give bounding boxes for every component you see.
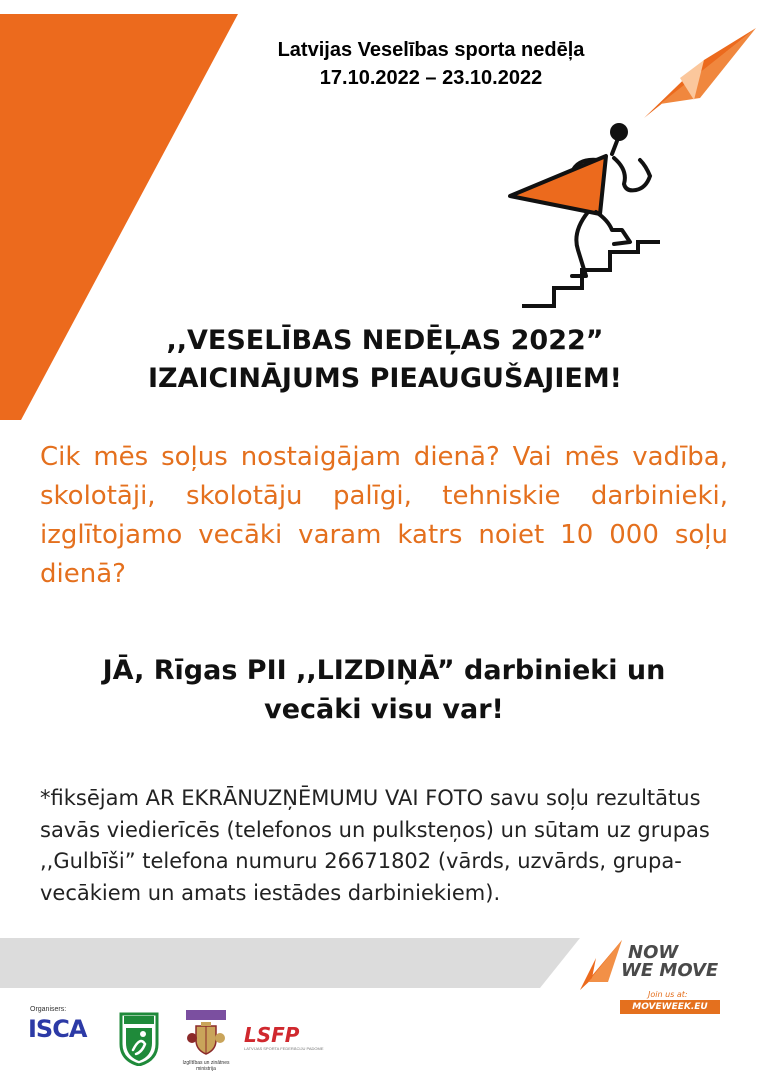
- isca-logo: [28, 1014, 110, 1044]
- moveweek-arrow-icon: [578, 938, 626, 992]
- page-title: [60, 322, 710, 398]
- moveweek-join: Join us at:: [648, 990, 688, 999]
- title-line-1: ,,VESELĪBAS NEDĒĻAS 2022”: [166, 325, 604, 356]
- lisa-shield-icon: [118, 1010, 160, 1066]
- isca-text: ISCA: [28, 1015, 87, 1043]
- moveweek-url: MOVEWEEK.EU: [620, 1000, 720, 1014]
- lsfp-text: LSFP: [244, 1023, 300, 1047]
- title-line-2: IZAICINĀJUMS PIEAUGUŠAJIEM!: [147, 363, 623, 394]
- lsfp-subtitle: LATVIJAS SPORTA FEDERĀCIJU PADOME: [244, 1046, 324, 1051]
- stair-climber-illustration: [500, 118, 670, 310]
- answer-line-2: vecāki visu var!: [264, 694, 504, 725]
- latvia-coat-of-arms-icon: [184, 1010, 228, 1058]
- challenge-question: Cik mēs soļus nostaigājam dienā? Vai mēs vadība, skolotāji, skolotāju palīgi, tehniskie darbinieki, izglītojamo vecāki varam katrs noiet 10 000 soļu dienā?: [40, 442, 728, 589]
- event-dates: 17.10.2022 – 23.10.2022: [319, 67, 543, 89]
- instructions-text: *fiksējam AR EKRĀNUZŅĒMUMU VAI FOTO savu soļu rezultātus savās viedierīcēs (telefonos un pulksteņos) un sūtam uz grupas ,,Gulbīši” telefona numuru 26671802 (vārds, uzvārds, grupa-vecākiem un amats iestādes darbiniekiem).: [40, 786, 710, 905]
- answer-line-1: JĀ, Rīgas PII ,,LIZDIŅĀ” darbinieki un: [102, 655, 666, 686]
- event-header: [190, 36, 672, 92]
- event-name: Latvijas Veselības sporta nedēļa: [277, 39, 585, 61]
- organisers-label: Organisers:: [30, 1006, 67, 1013]
- ministry-text: Izglītības un zinātnes ministrija: [182, 1060, 230, 1072]
- ministry-logo: [178, 1010, 234, 1076]
- moveweek-now: NOW: [628, 942, 679, 963]
- moveweek-logo: [576, 934, 746, 1018]
- moveweek-we-move: WE MOVE: [621, 960, 719, 981]
- challenge-answer: [40, 651, 728, 729]
- lsfp-logo: [240, 1023, 324, 1056]
